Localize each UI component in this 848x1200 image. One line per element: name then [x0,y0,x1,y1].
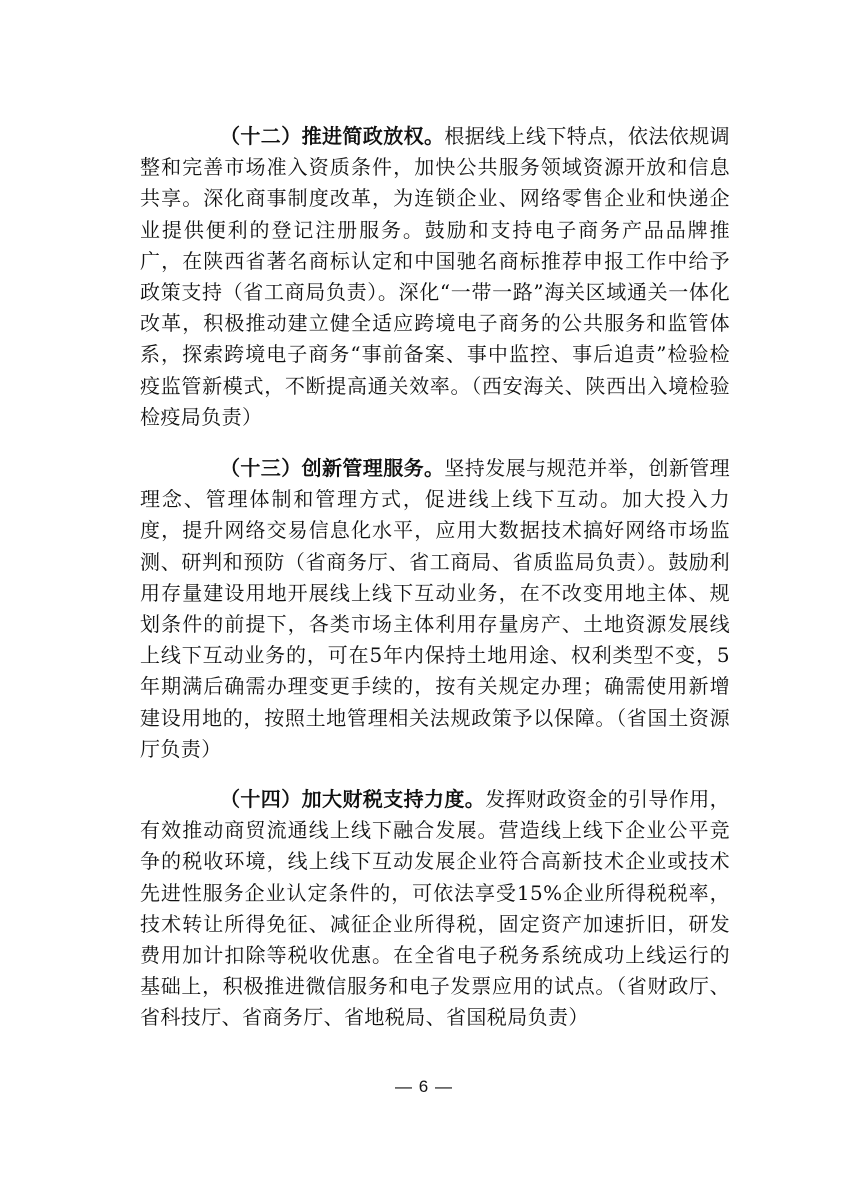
section-14-body: 发挥财政资金的引导作用，有效推动商贸流通线上线下融合发展。营造线上线下企业公平竞争的税收环境，线上线下互动发展企业符合高新技术企业或技术先进性服务企业认定条件的，可依法享受15%企业所得税税率，技术转让所得免征、减征企业所得税，固定资产加速折旧，研发费用加计扣除等税收优惠。在全省电子税务系统成功上线运行的基础上，积极推进微信服务和电子发票应用的试点。（省财政厅、省科技厅、省商务厅、省地税局、省国税局负责） [140,787,731,1030]
section-13-heading: （十三）创新管理服务。 [220,456,445,480]
section-13-paragraph [140,453,730,765]
section-14-paragraph [140,784,730,1034]
section-12-heading: （十二）推进简政放权。 [220,124,445,148]
page-number: — 6 — [395,1077,453,1096]
section-12-body: 根据线上线下特点，依法依规调整和完善市场准入资质条件，加快公共服务领域资源开放和信息共享。深化商事制度改革，为连锁企业、网络零售企业和快递企业提供便利的登记注册服务。鼓励和支持电子商务产品品牌推广，在陕西省著名商标认定和中国驰名商标推荐申报工作中给予政策支持（省工商局负责）。深化“一带一路”海关区域通关一体化改革，积极推动建立健全适应跨境电子商务的公共服务和监管体系，探索跨境电子商务“事前备案、事中监控、事后追责”检验检疫监管新模式，不断提高通关效率。（西安海关、陕西出入境检验检疫局负责） [140,124,731,429]
section-13-body: 坚持发展与规范并举，创新管理理念、管理体制和管理方式，促进线上线下互动。加大投入力度，提升网络交易信息化水平，应用大数据技术搞好网络市场监测、研判和预防（省商务厅、省工商局、省质监局负责）。鼓励利用存量建设用地开展线上线下互动业务，在不改变用地主体、规划条件的前提下，各类市场主体利用存量房产、土地资源发展线上线下互动业务的，可在5年内保持土地用途、权利类型不变，5年期满后确需办理变更手续的，按有关规定办理；确需使用新增建设用地的，按照土地管理相关法规政策予以保障。（省国土资源厅负责） [140,456,731,761]
section-14-heading: （十四）加大财税支持力度。 [220,787,486,811]
section-12-paragraph [140,121,730,433]
